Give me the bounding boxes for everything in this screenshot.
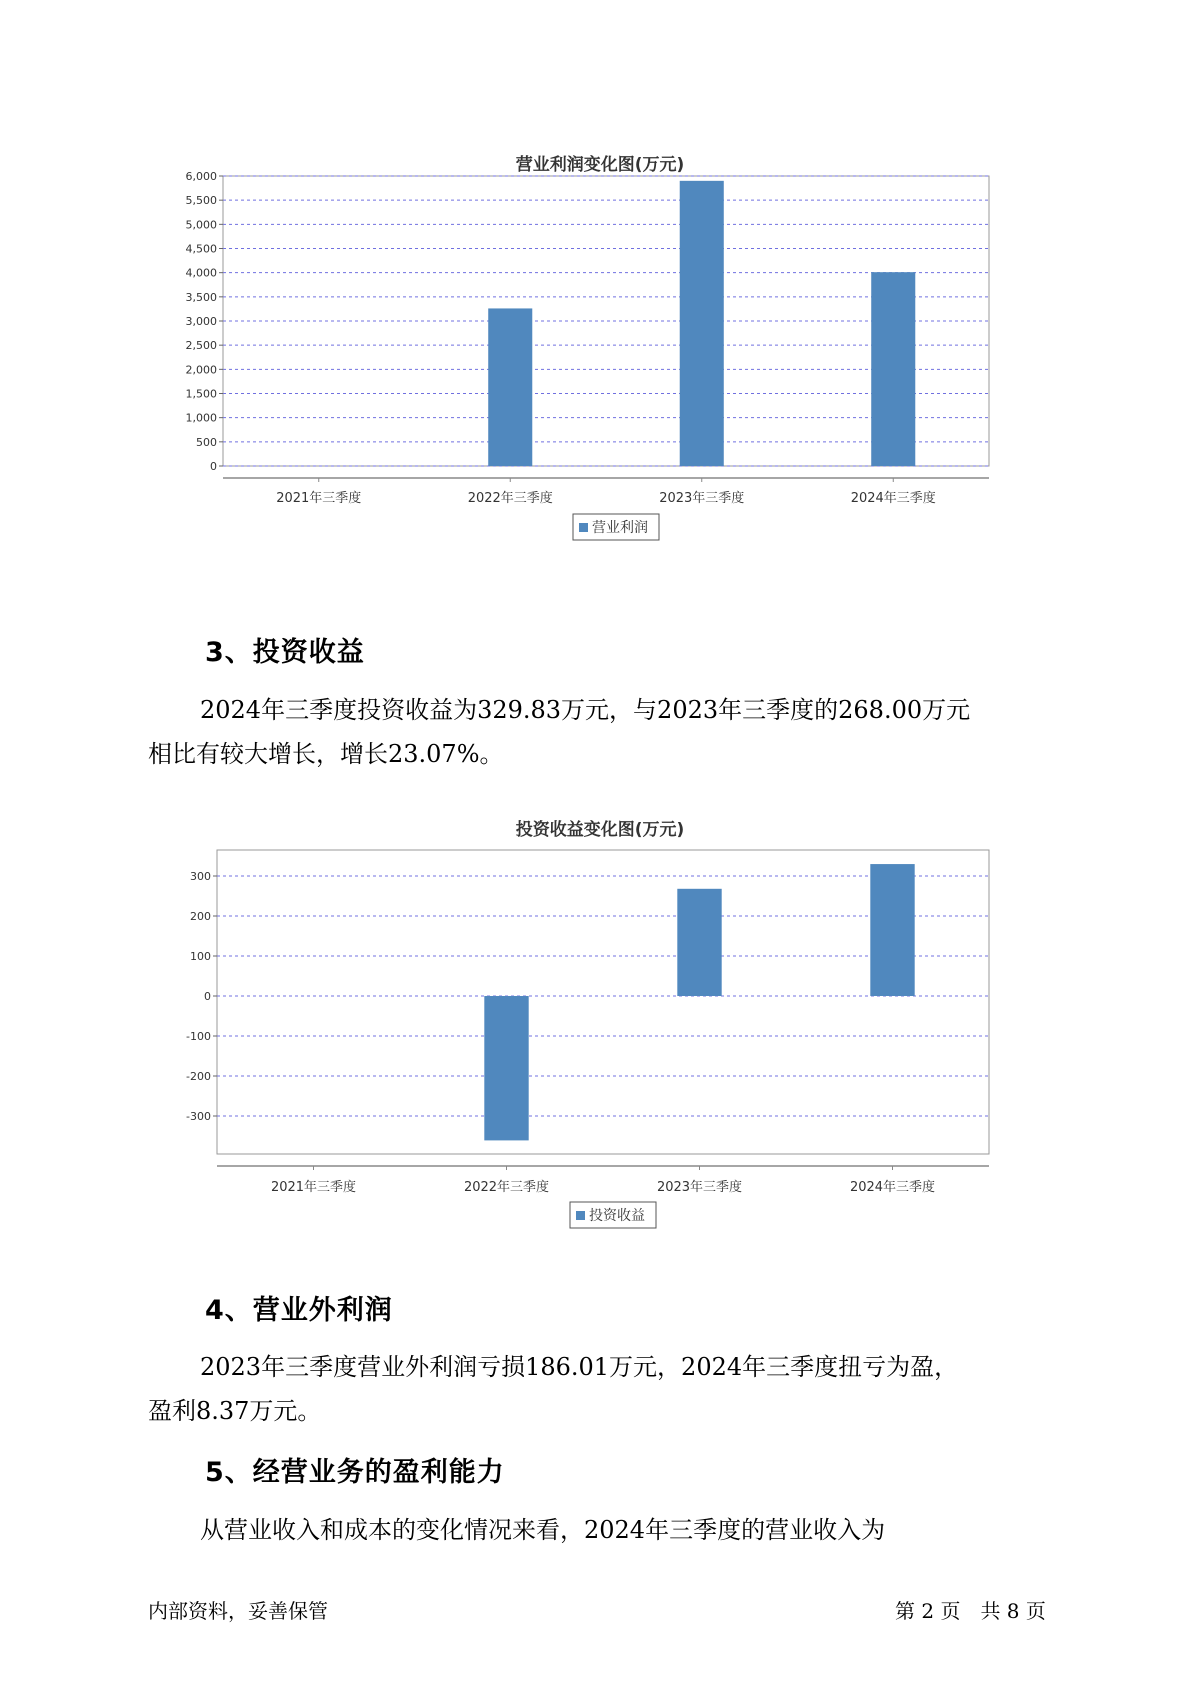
y-tick-label: 200 [190, 910, 211, 923]
y-tick-label: 500 [196, 435, 217, 449]
x-tick-label: 2023年三季度 [659, 491, 745, 506]
y-tick-label: -300 [186, 1110, 211, 1123]
section-4-paragraph [148, 1345, 1048, 1433]
section-4-heading: 4、营业外利润 [205, 1295, 393, 1326]
y-tick-label: 2,500 [185, 339, 217, 353]
operating-profit-chart [170, 140, 1030, 610]
y-tick-label: 100 [190, 950, 211, 963]
section-3-line-1: 2024年三季度投资收益为329.83万元，与2023年三季度的268.00万元 [200, 696, 971, 724]
bar [677, 889, 721, 996]
y-tick-label: 5,000 [185, 218, 217, 232]
y-tick-label: 0 [210, 460, 217, 473]
x-tick-label: 2023年三季度 [656, 1180, 743, 1195]
legend-label: 投资收益 [589, 1208, 645, 1224]
section-3-line-2: 相比有较大增长，增长23.07%。 [148, 740, 504, 768]
chart-canvas [170, 805, 1030, 1255]
y-tick-label: 6,000 [185, 170, 217, 183]
bar [871, 272, 915, 466]
x-tick-label: 2024年三季度 [849, 1180, 936, 1195]
section-5-heading: 5、经营业务的盈利能力 [205, 1457, 505, 1488]
x-tick-label: 2022年三季度 [463, 1180, 550, 1195]
bar [680, 181, 724, 466]
section-3-heading: 3、投资收益 [205, 637, 365, 668]
x-tick-label: 2024年三季度 [850, 491, 936, 506]
bar [484, 996, 528, 1140]
section-3-paragraph [148, 688, 1048, 776]
y-tick-label: 1,500 [185, 387, 217, 401]
y-tick-label: 4,000 [185, 266, 217, 280]
y-tick-label: 4,500 [185, 242, 217, 256]
y-tick-label: 1,000 [185, 411, 217, 425]
section-4-line-1: 2023年三季度营业外利润亏损186.01万元，2024年三季度扭亏为盈， [200, 1353, 959, 1381]
section-5-line-1: 从营业收入和成本的变化情况来看，2024年三季度的营业收入为 [200, 1516, 886, 1544]
y-tick-label: -200 [186, 1070, 211, 1083]
x-tick-label: 2021年三季度 [270, 1180, 357, 1195]
bar [488, 308, 532, 466]
chart-title: 投资收益变化图(万元) [515, 820, 685, 840]
y-tick-label: 0 [204, 990, 211, 1003]
y-tick-label: 3,500 [185, 290, 217, 304]
footer-page-number: 第 2 页 共 8 页 [895, 1599, 1046, 1623]
x-tick-label: 2021年三季度 [276, 491, 362, 506]
chart-canvas [170, 140, 1030, 610]
legend-swatch [576, 1211, 585, 1220]
section-5-paragraph [148, 1508, 1048, 1552]
y-tick-label: 300 [190, 870, 211, 883]
investment-income-chart [170, 805, 1030, 1255]
bar [870, 864, 914, 996]
section-4-line-2: 盈利8.37万元。 [148, 1397, 322, 1425]
footer-left: 内部资料，妥善保管 [148, 1599, 328, 1623]
legend-label: 营业利润 [592, 520, 648, 536]
chart-title: 营业利润变化图(万元) [515, 155, 685, 175]
x-tick-label: 2022年三季度 [467, 491, 553, 506]
y-tick-label: 3,000 [185, 315, 217, 328]
y-tick-label: 5,500 [185, 194, 217, 208]
y-tick-label: -100 [186, 1030, 211, 1043]
y-tick-label: 2,000 [185, 363, 217, 377]
legend-swatch [579, 523, 588, 532]
